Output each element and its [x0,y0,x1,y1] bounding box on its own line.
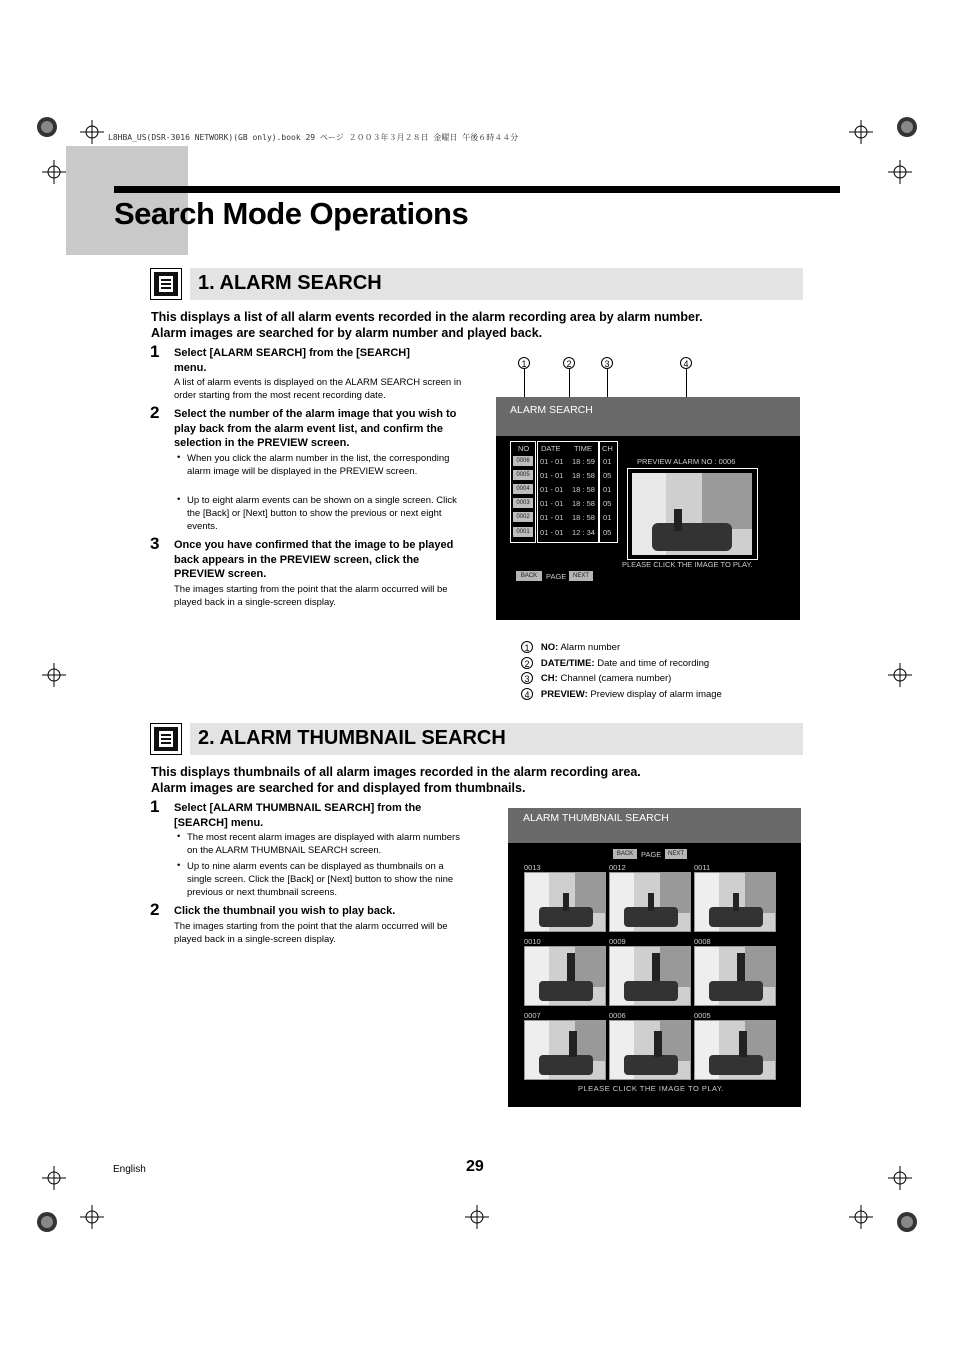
callout-marker: 1 [518,357,530,369]
bullet-dot: • [177,831,181,842]
thumbnail-image[interactable] [609,872,691,932]
step-bullet: The most recent alarm images are displayed with alarm numbers on the ALARM THUMBNAIL SEARCH screen. [187,832,460,856]
thumbnail-number: 0010 [524,937,541,946]
crosshair-icon [80,120,104,144]
date-cell: 01 - 01 [540,528,564,537]
section-title: 2. ALARM THUMBNAIL SEARCH [198,727,506,749]
thumbnail-image[interactable] [694,872,776,932]
crosshair-icon [465,1205,489,1229]
step-number: 3 [150,534,160,553]
step-number: 1 [150,342,160,361]
time-cell: 18 : 58 [572,499,595,508]
time-cell: 12 : 34 [572,528,595,537]
thumbnail-image[interactable] [694,946,776,1006]
step-bullet: Up to nine alarm events can be displayed as thumbnails on a single screen. Click the [Back] or [Next] button to show the nine previous or next thumbnail screens. [187,861,454,898]
date-cell: 01 - 01 [540,471,564,480]
thumbnail-number: 0009 [609,937,626,946]
callout-marker: 3 [601,357,613,369]
section-title: 1. ALARM SEARCH [198,272,382,294]
date-cell: 01 - 01 [540,457,564,466]
title-rule [114,186,840,193]
screen-title: ALARM THUMBNAIL SEARCH [523,812,669,824]
preview-label: PREVIEW ALARM NO : 0006 [637,457,736,466]
alarm-number-cell[interactable]: 0006 [513,456,533,466]
crosshair-icon [42,663,66,687]
registration-mark-icon [895,1210,919,1234]
time-cell: 18 : 59 [572,457,595,466]
click-hint: PLEASE CLICK THE IMAGE TO PLAY. [578,1084,725,1093]
time-cell: 18 : 58 [572,485,595,494]
registration-mark-icon [895,115,919,139]
channel-cell: 05 [603,528,612,537]
callout-marker: 4 [680,357,692,369]
step-body: The images starting from the point that the alarm occurred will be played back in a single-screen display. [174,921,448,945]
footer-language: English [113,1164,146,1175]
legend-item [521,640,620,653]
time-cell: 18 : 58 [572,471,595,480]
registration-mark-icon [35,115,59,139]
registration-mark-icon [35,1210,59,1234]
screen-title: ALARM SEARCH [510,404,593,416]
back-button[interactable]: BACK [613,849,637,859]
next-button[interactable]: NEXT [665,849,687,859]
thumbnail-image[interactable] [609,946,691,1006]
step-bullet: Up to eight alarm events can be shown on a single screen. Click the [Back] or [Next] button to show the previous or next eight events. [187,495,457,532]
alarm-number-cell[interactable]: 0003 [513,498,533,508]
intro-line: This displays thumbnails of all alarm images recorded in the alarm recording area. [151,765,641,779]
click-hint: PLEASE CLICK THE IMAGE TO PLAY. [622,560,753,569]
legend-item [521,671,671,684]
legend-desc: Preview display of alarm image [590,689,722,700]
legend-desc: Date and time of recording [597,658,710,669]
callout-marker: 2 [521,657,533,669]
thumbnail-image[interactable] [609,1020,691,1080]
preview-frame[interactable] [627,468,758,560]
legend-term: NO: [540,642,559,653]
alarm-thumbnail-screen [508,808,801,1107]
page-label: PAGE [641,850,662,859]
section-heading-alarm-search [190,268,803,300]
step-number: 2 [150,900,160,919]
crosshair-icon [888,663,912,687]
step-body: The images starting from the point that the alarm occurred will be played back in a single-screen display. [174,584,448,608]
channel-cell: 05 [603,499,612,508]
thumbnail-number: 0011 [694,863,711,872]
channel-cell: 01 [603,513,612,522]
callout-marker: 4 [521,688,533,700]
step-heading: Once you have confirmed that the image to be played back appears in the PREVIEW screen, click the PREVIEW screen. [174,539,454,580]
alarm-number-cell[interactable]: 0005 [513,470,533,480]
crosshair-icon [888,1166,912,1190]
page-number: 29 [466,1158,484,1175]
column-header-time: TIME [574,444,592,453]
intro-line: Alarm images are searched for by alarm number and played back. [151,326,543,340]
crosshair-icon [42,1166,66,1190]
crosshair-icon [849,120,873,144]
callout-marker: 2 [563,357,575,369]
legend-term: CH: [540,673,558,684]
next-button[interactable]: NEXT [569,571,593,581]
alarm-search-screen [496,397,800,620]
date-cell: 01 - 01 [540,499,564,508]
legend-item [521,656,709,669]
column-header-ch: CH [602,444,613,453]
crosshair-icon [42,160,66,184]
callout-marker: 1 [521,641,533,653]
intro-line: Alarm images are searched for and displayed from thumbnails. [151,781,526,795]
crosshair-icon [888,160,912,184]
thumbnail-image[interactable] [694,1020,776,1080]
step-number: 2 [150,403,160,422]
thumbnail-number: 0006 [609,1011,626,1020]
step-heading: Click the thumbnail you wish to play back. [174,905,396,917]
step-heading: Select [ALARM SEARCH] from the [SEARCH] menu. [174,347,410,374]
legend-term: DATE/TIME: [540,658,595,669]
intro-line: This displays a list of all alarm events recorded in the alarm recording area by alarm number. [151,310,703,324]
section-list-icon [150,723,182,755]
screen-title-bar [496,397,800,436]
alarm-number-cell[interactable]: 0002 [513,512,533,522]
bullet-dot: • [177,494,181,505]
step-heading: Select [ALARM THUMBNAIL SEARCH] from the [SEARCH] menu. [174,802,422,829]
section-heading-alarm-thumbnail-search [190,723,803,755]
step-number: 1 [150,797,160,816]
page-title: Search Mode Operations [114,196,469,231]
crosshair-icon [849,1205,873,1229]
step-body: A list of alarm events is displayed on the ALARM SEARCH screen in order starting from the most recent recording date. [174,377,462,401]
crosshair-icon [80,1205,104,1229]
page-label: PAGE [546,572,567,581]
back-button[interactable]: BACK [516,571,542,581]
legend-term: PREVIEW: [540,689,588,700]
thumbnail-number: 0007 [524,1011,541,1020]
bullet-dot: • [177,452,181,463]
time-cell: 18 : 58 [572,513,595,522]
legend-item [521,687,722,700]
thumbnail-number: 0005 [694,1011,711,1020]
thumbnail-image[interactable] [524,946,606,1006]
preview-image-icon [632,473,752,555]
channel-cell: 01 [603,457,612,466]
thumbnail-image[interactable] [524,1020,606,1080]
print-header: L8HBA_US(DSR-3016 NETWORK)(GB only).book 29 ページ ２００３年３月２８日 金曜日 午後６時４４分 [108,133,519,142]
alarm-number-cell[interactable]: 0001 [513,527,533,537]
date-cell: 01 - 01 [540,513,564,522]
thumbnail-number: 0013 [524,863,541,872]
column-header-no: NO [518,444,530,453]
date-cell: 01 - 01 [540,485,564,494]
legend-desc: Channel (camera number) [560,673,672,684]
alarm-number-cell[interactable]: 0004 [513,484,533,494]
thumbnail-image[interactable] [524,872,606,932]
section-list-icon [150,268,182,300]
bullet-dot: • [177,860,181,871]
channel-cell: 05 [603,471,612,480]
column-header-date: DATE [541,444,561,453]
channel-cell: 01 [603,485,612,494]
thumbnail-number: 0012 [609,863,626,872]
thumbnail-number: 0008 [694,937,711,946]
legend-desc: Alarm number [560,642,621,653]
step-heading: Select the number of the alarm image that you wish to play back from the alarm event list, and confirm the selection in the PREVIEW screen. [174,408,457,449]
step-bullet: When you click the alarm number in the list, the corresponding alarm image will be displayed in the PREVIEW screen. [187,453,450,477]
callout-marker: 3 [521,672,533,684]
